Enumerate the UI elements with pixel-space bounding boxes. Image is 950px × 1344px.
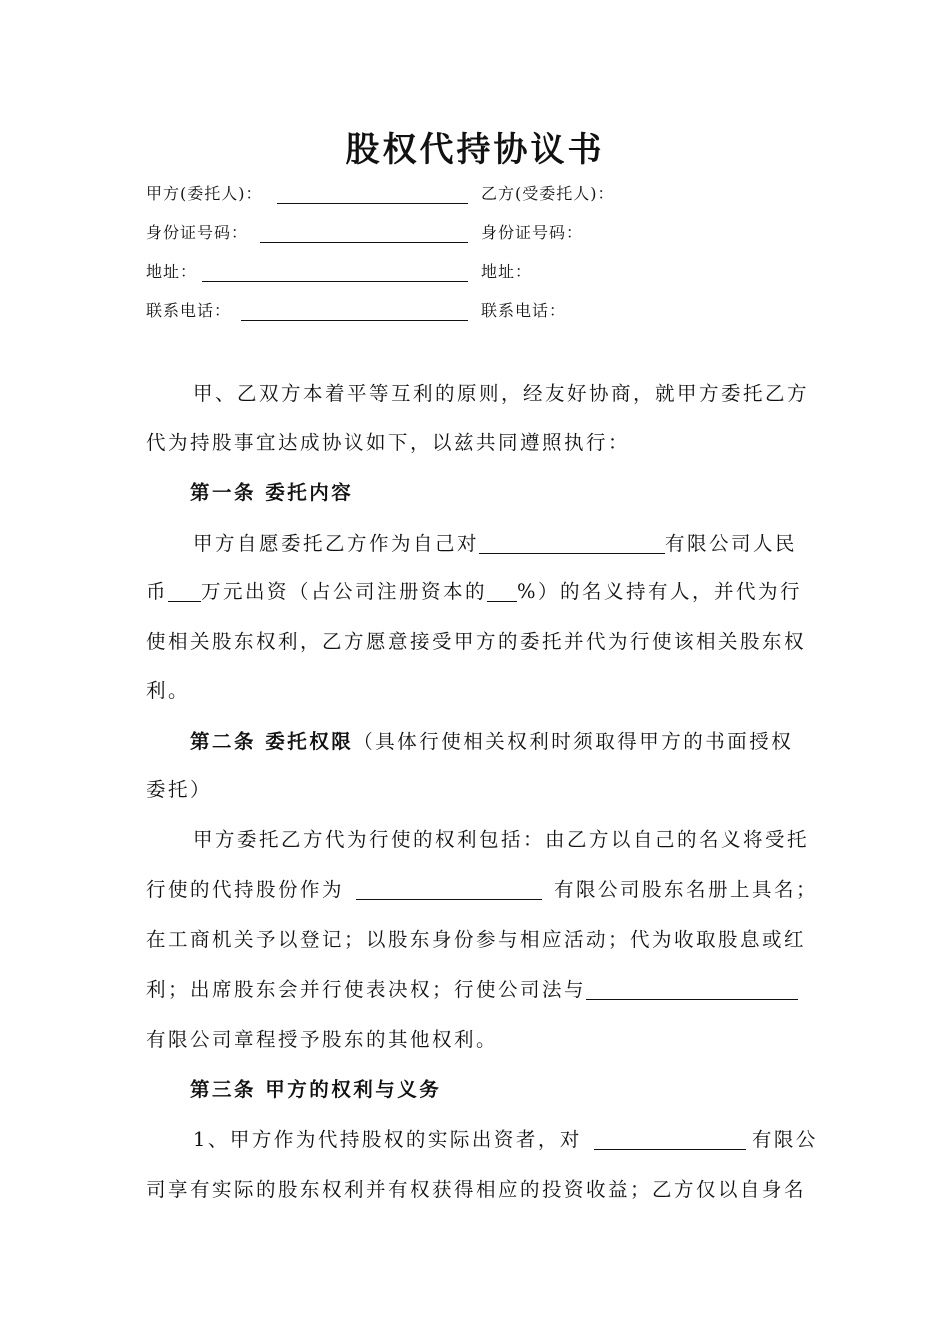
article-2-line-1: 甲方委托乙方代为行使的权利包括：由乙方以自己的名义将受托 xyxy=(193,828,810,851)
article-2-heading-cont: 委托） xyxy=(146,778,213,801)
party-a-phone-blank[interactable] xyxy=(241,320,468,321)
party-a-principal-label: 甲方(委托人)： xyxy=(146,184,263,203)
article-2-line-4: 利；出席股东会并行使表决权；行使公司法与 xyxy=(146,976,798,1004)
party-b-phone-label: 联系电话： xyxy=(481,301,567,320)
party-a-address-blank[interactable] xyxy=(202,281,468,282)
article-2-line-3: 在工商机关予以登记；以股东身份参与相应活动；代为收取股息或红 xyxy=(146,928,807,951)
party-b-agent-label: 乙方(受委托人)： xyxy=(481,184,615,203)
share-percent-blank[interactable] xyxy=(487,581,517,602)
party-a-phone-label: 联系电话： xyxy=(146,301,232,320)
party-a-id-label: 身份证号码： xyxy=(146,223,249,242)
company-name-blank-2[interactable] xyxy=(356,879,542,900)
capital-amount-blank[interactable] xyxy=(168,581,201,602)
company-name-blank-1[interactable] xyxy=(479,533,665,554)
party-b-id-label: 身份证号码： xyxy=(481,223,584,242)
article-2-heading: 第二条 委托权限 xyxy=(190,730,354,753)
company-name-blank-4[interactable] xyxy=(594,1129,746,1150)
article-2-heading-line xyxy=(190,728,793,756)
party-b-address-label: 地址： xyxy=(481,262,533,281)
article-2-heading-note: （具体行使相关权利时须取得甲方的书面授权 xyxy=(353,730,794,753)
intro-line-1: 甲、乙双方本着平等互利的原则，经友好协商，就甲方委托乙方 xyxy=(193,382,810,405)
article-3-line-2: 司享有实际的股东权利并有权获得相应的投资收益；乙方仅以自身名 xyxy=(146,1178,807,1201)
party-a-address-label: 地址： xyxy=(146,262,198,281)
article-1-heading: 第一条 委托内容 xyxy=(190,481,354,504)
article-2-line-2: 行使的代持股份作为 有限公司股东名册上具名； xyxy=(146,878,819,901)
intro-line-2: 代为持股事宜达成协议如下，以兹共同遵照执行： xyxy=(146,431,631,454)
article-2-line-5: 有限公司章程授予股东的其他权利。 xyxy=(146,1028,499,1051)
article-1-line-1: 甲方自愿委托乙方作为自己对 有限公司人民 xyxy=(193,532,798,555)
party-a-name-blank[interactable] xyxy=(277,203,468,204)
article-1-line-4: 利。 xyxy=(146,679,191,702)
article-3-line-1: 1、甲方作为代持股权的实际出资者，对 有限公 xyxy=(193,1128,818,1151)
article-1-line-3: 使相关股东权利，乙方愿意接受甲方的委托并代为行使该相关股东权 xyxy=(146,630,807,653)
article-1-line-2: 币 万元出资（占公司注册资本的 %）的名义持有人，并代为行 xyxy=(146,580,803,603)
company-name-blank-3[interactable] xyxy=(586,979,798,1000)
party-a-id-blank[interactable] xyxy=(260,242,468,243)
document-title: 股权代持协议书 xyxy=(345,130,605,170)
article-3-heading: 第三条 甲方的权利与义务 xyxy=(190,1078,442,1101)
